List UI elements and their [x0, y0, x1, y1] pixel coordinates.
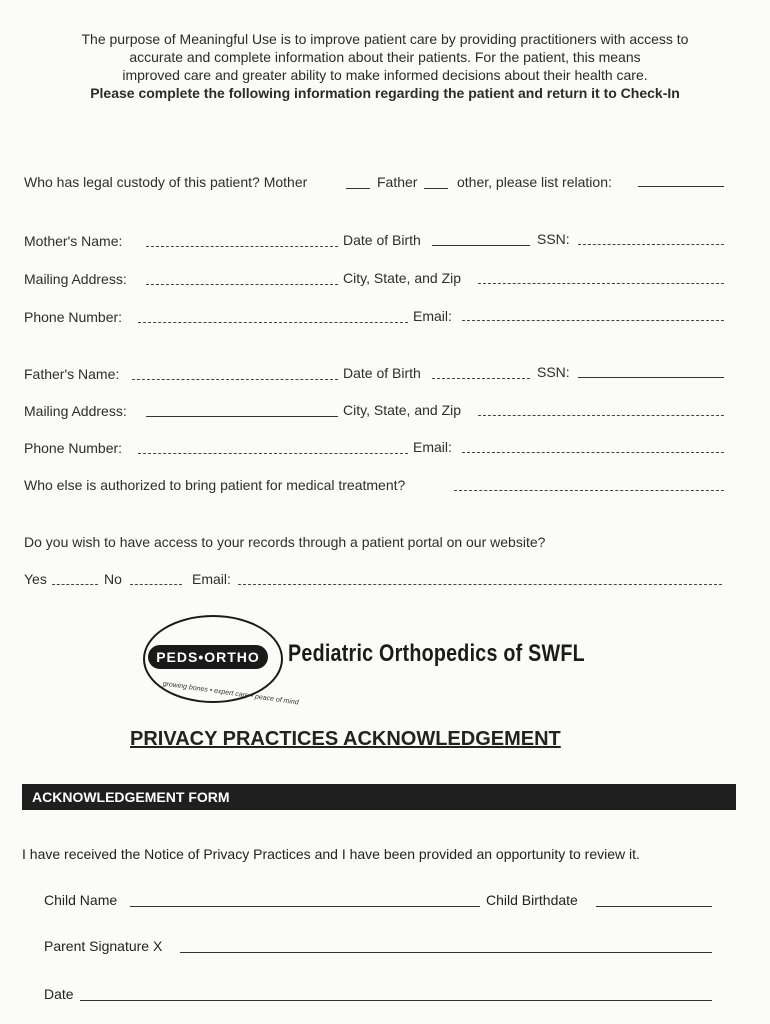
brand-name: Pediatric Orthopedics of SWFL — [288, 640, 585, 667]
mother-dob-field[interactable] — [432, 245, 530, 246]
logo-tagline: growing bones • expert care • peace of mind — [162, 680, 300, 707]
father-email-label: Email: — [413, 439, 452, 455]
authorized-field[interactable] — [454, 490, 724, 491]
portal-yes-field[interactable] — [52, 584, 98, 585]
mother-phone-label: Phone Number: — [24, 309, 123, 325]
parent-signature-field[interactable] — [180, 952, 712, 953]
portal-email-label: Email: — [192, 571, 231, 587]
privacy-heading: PRIVACY PRACTICES ACKNOWLEDGEMENT — [130, 728, 561, 750]
portal-no-field[interactable] — [130, 584, 182, 585]
portal-question: Do you wish to have access to your records through a patient portal on our website? — [24, 534, 546, 550]
mother-city-field[interactable] — [478, 283, 724, 284]
father-ssn-label: SSN: — [537, 364, 570, 380]
authorized-label: Who else is authorized to bring patient for medical treatment? — [24, 477, 406, 493]
mother-address-label: Mailing Address: — [24, 271, 127, 287]
acknowledgement-statement: I have received the Notice of Privacy Practices and I have been provided an opportunity to review it. — [22, 846, 640, 862]
mother-email-label: Email: — [413, 308, 452, 324]
custody-other-label: other, please list relation: — [457, 174, 612, 190]
custody-question: Who has legal custody of this patient? Mother — [24, 174, 308, 190]
mother-name-label: Mother's Name: — [24, 233, 123, 249]
custody-father-label: Father — [377, 174, 418, 190]
portal-yes-label: Yes — [24, 571, 47, 587]
acknowledgement-form-bar: ACKNOWLEDGEMENT FORM — [22, 784, 736, 810]
intro-line-3: improved care and greater ability to make informed decisions about their health care. — [122, 67, 648, 83]
child-birthdate-field[interactable] — [596, 906, 712, 907]
father-address-label: Mailing Address: — [24, 403, 127, 419]
father-phone-field[interactable] — [138, 453, 408, 454]
mother-dob-label: Date of Birth — [343, 232, 421, 248]
logo-badge: PEDS•ORTHO — [148, 645, 268, 669]
father-name-field[interactable] — [132, 379, 338, 380]
portal-email-field[interactable] — [238, 584, 722, 585]
mother-ssn-label: SSN: — [537, 231, 570, 247]
mother-phone-field[interactable] — [138, 322, 408, 323]
child-name-label: Child Name — [44, 892, 118, 908]
mother-address-field[interactable] — [146, 284, 338, 285]
father-dob-field[interactable] — [432, 378, 530, 379]
portal-no-label: No — [104, 571, 122, 587]
date-label: Date — [44, 986, 74, 1002]
father-email-field[interactable] — [462, 452, 724, 453]
child-name-field[interactable] — [130, 906, 480, 907]
mother-city-label: City, State, and Zip — [343, 270, 462, 286]
father-phone-label: Phone Number: — [24, 440, 123, 456]
custody-relation-field[interactable] — [638, 186, 724, 187]
child-birthdate-label: Child Birthdate — [486, 892, 578, 908]
intro-line-1: The purpose of Meaningful Use is to improve patient care by providing practitioners with access to — [81, 31, 689, 47]
intro-paragraph — [20, 30, 750, 102]
father-dob-label: Date of Birth — [343, 365, 421, 381]
father-ssn-field[interactable] — [578, 377, 724, 378]
intro-instruction: Please complete the following information regarding the patient and return it to Check-In — [90, 85, 680, 101]
custody-mother-field[interactable] — [346, 188, 370, 189]
date-field[interactable] — [80, 1000, 712, 1001]
mother-name-field[interactable] — [146, 246, 338, 247]
father-city-label: City, State, and Zip — [343, 402, 462, 418]
father-name-label: Father's Name: — [24, 366, 120, 382]
father-city-field[interactable] — [478, 415, 724, 416]
father-address-field[interactable] — [146, 416, 338, 417]
mother-ssn-field[interactable] — [578, 244, 724, 245]
intro-line-2: accurate and complete information about their patients. For the patient, this means — [129, 49, 641, 65]
custody-father-field[interactable] — [424, 188, 448, 189]
mother-email-field[interactable] — [462, 320, 724, 321]
parent-signature-label: Parent Signature X — [44, 938, 163, 954]
